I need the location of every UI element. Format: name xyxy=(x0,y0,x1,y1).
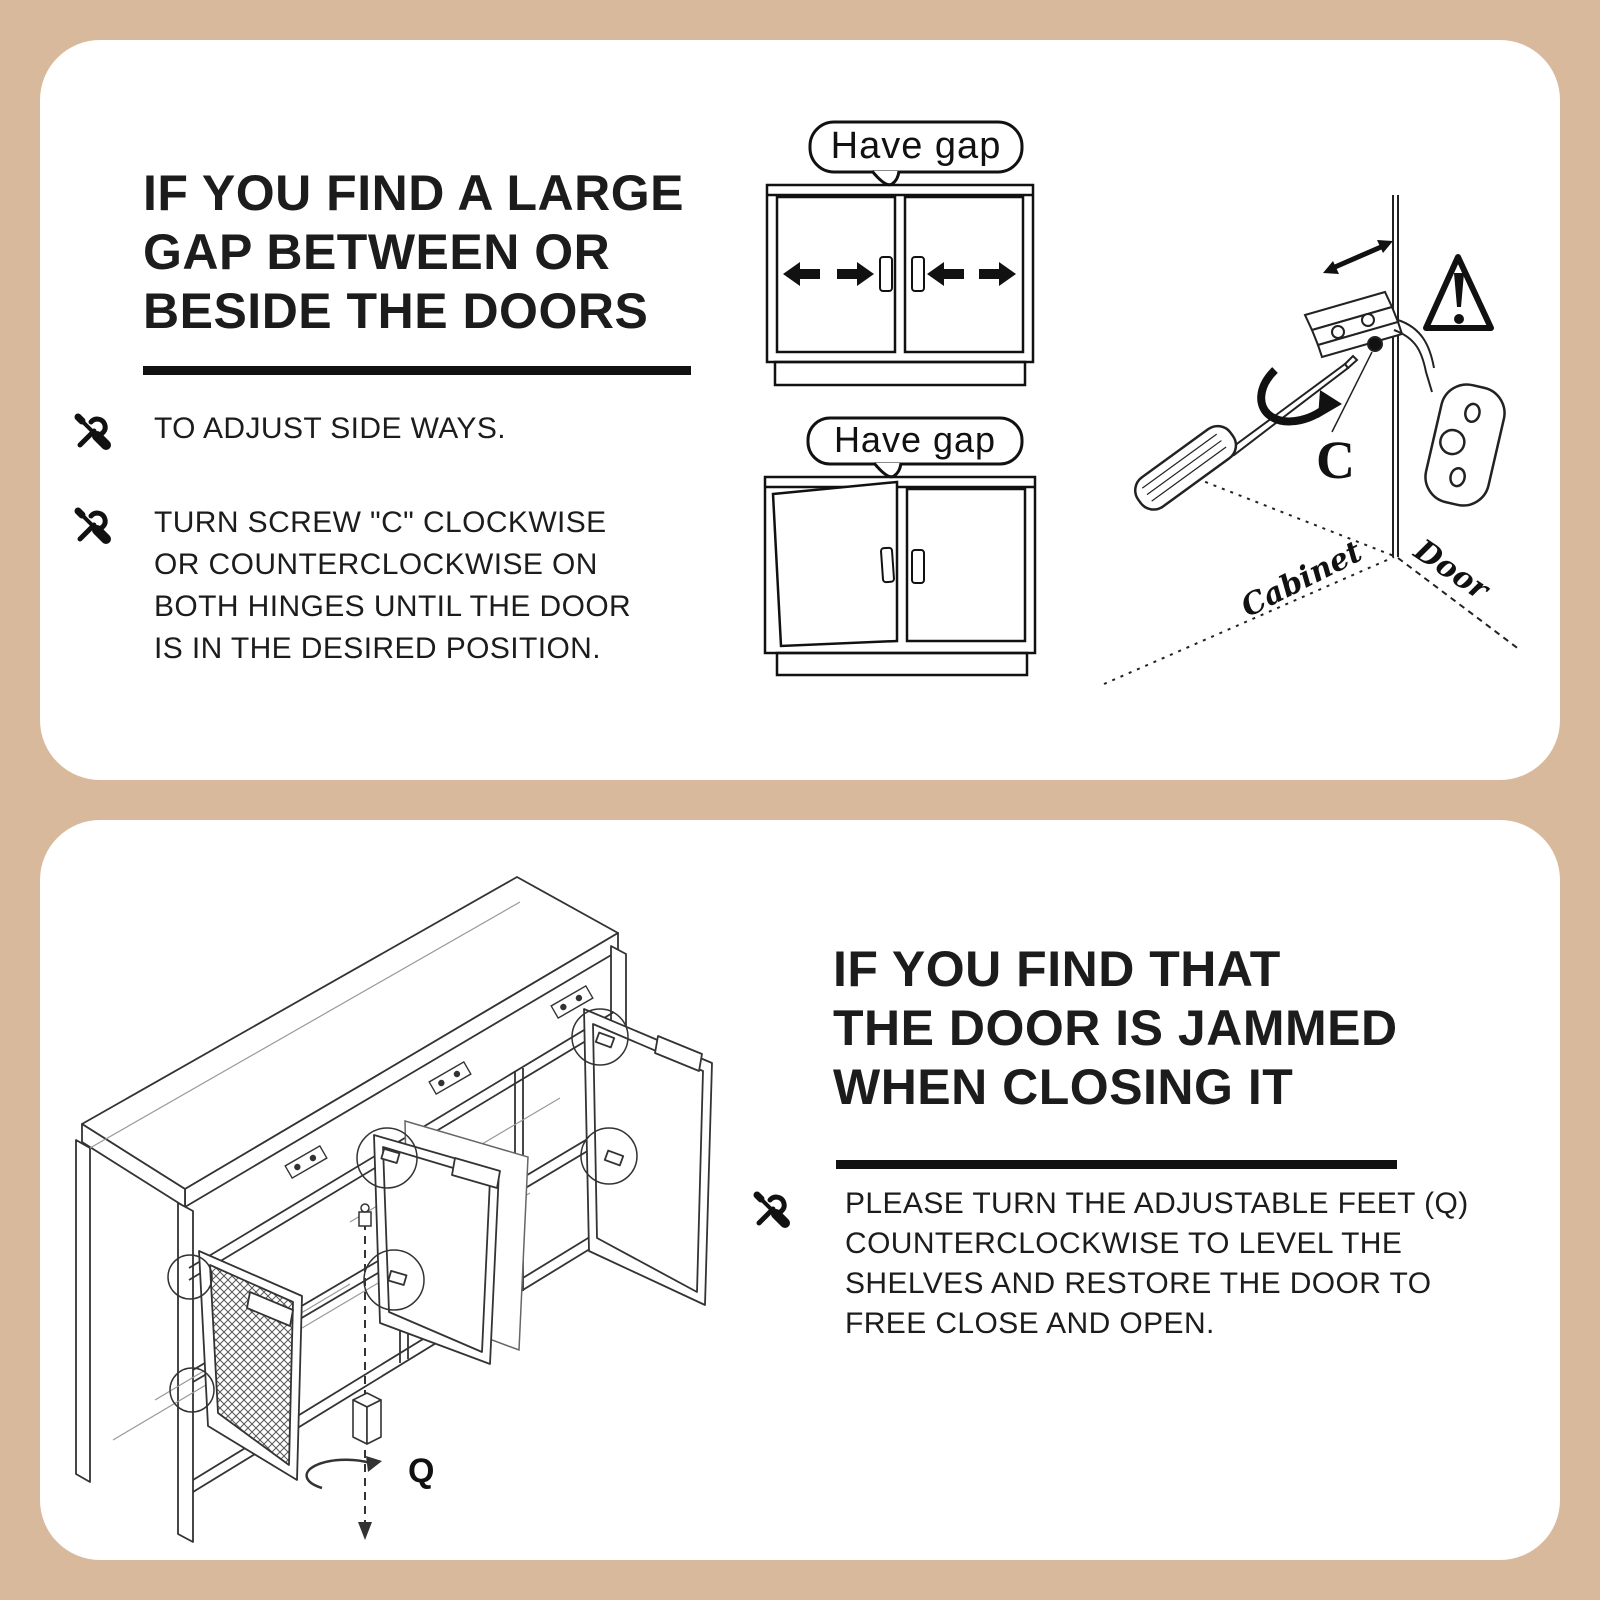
cabinet-surface-label: Cabinet xyxy=(1235,534,1368,625)
bullet-text-line: SHELVES AND RESTORE THE DOOR TO xyxy=(845,1267,1432,1300)
diagram-hinge-adjustment xyxy=(1080,160,1540,710)
diagram-sideboard-feet xyxy=(60,840,780,1550)
bullet-turn-screw-c xyxy=(154,502,631,670)
bullet-text-line: IS IN THE DESIRED POSITION. xyxy=(154,632,601,665)
heading-underline xyxy=(143,366,691,375)
right-door xyxy=(584,1009,712,1305)
jammed-section-heading xyxy=(833,940,1398,1117)
heading-line-1: IF YOU FIND A LARGE xyxy=(143,165,684,221)
diagram-cabinet-gap-arrows xyxy=(740,100,1060,400)
have-gap-label: Have gap xyxy=(833,419,997,460)
heading-line-3: BESIDE THE DOORS xyxy=(143,283,649,339)
heading-line-2: GAP BETWEEN OR xyxy=(143,224,611,280)
hinge-bracket xyxy=(1305,292,1434,392)
screw-c xyxy=(1368,337,1382,351)
bullet-text-line: PLEASE TURN THE ADJUSTABLE FEET (Q) xyxy=(845,1187,1469,1220)
tools-icon xyxy=(73,506,113,546)
bullet-text-line: FREE CLOSE AND OPEN. xyxy=(845,1307,1215,1340)
bullet-adjust-sideways xyxy=(154,408,506,450)
heading-line-3: WHEN CLOSING IT xyxy=(833,1059,1294,1115)
gap-section-heading xyxy=(143,164,684,341)
have-gap-callout xyxy=(810,122,1022,185)
hinge-door-plate xyxy=(1420,379,1509,510)
panel-gap-instructions xyxy=(40,40,1560,780)
heading-line-1: IF YOU FIND THAT xyxy=(833,941,1281,997)
bullet-text-line: TURN SCREW "C" CLOCKWISE xyxy=(154,506,607,539)
screw-c-label: C xyxy=(1316,430,1355,490)
left-mesh-door xyxy=(199,1251,302,1480)
panel-jammed-door-instructions xyxy=(40,820,1560,1560)
slide-direction-arrow xyxy=(1323,240,1393,274)
bullet-text-line: OR COUNTERCLOCKWISE ON xyxy=(154,548,598,581)
diagram-cabinet-gap-beside xyxy=(740,395,1060,700)
bullet-text-line: COUNTERCLOCKWISE TO LEVEL THE xyxy=(845,1227,1403,1260)
foot-q-label: Q xyxy=(408,1452,435,1490)
door-surface-label: Door xyxy=(1407,532,1496,608)
heading-underline xyxy=(836,1160,1397,1169)
bullet-text-line: BOTH HINGES UNTIL THE DOOR xyxy=(154,590,632,623)
bullet-text-line: TO ADJUST SIDE WAYS. xyxy=(154,412,506,445)
bullet-adjust-feet xyxy=(845,1184,1469,1344)
foot-rotate-arrow xyxy=(307,1460,370,1488)
have-gap-label: Have gap xyxy=(830,125,1002,167)
have-gap-callout xyxy=(808,418,1022,477)
tools-icon xyxy=(73,412,113,452)
warning-icon xyxy=(1426,257,1491,328)
heading-line-2: THE DOOR IS JAMMED xyxy=(833,1000,1398,1056)
